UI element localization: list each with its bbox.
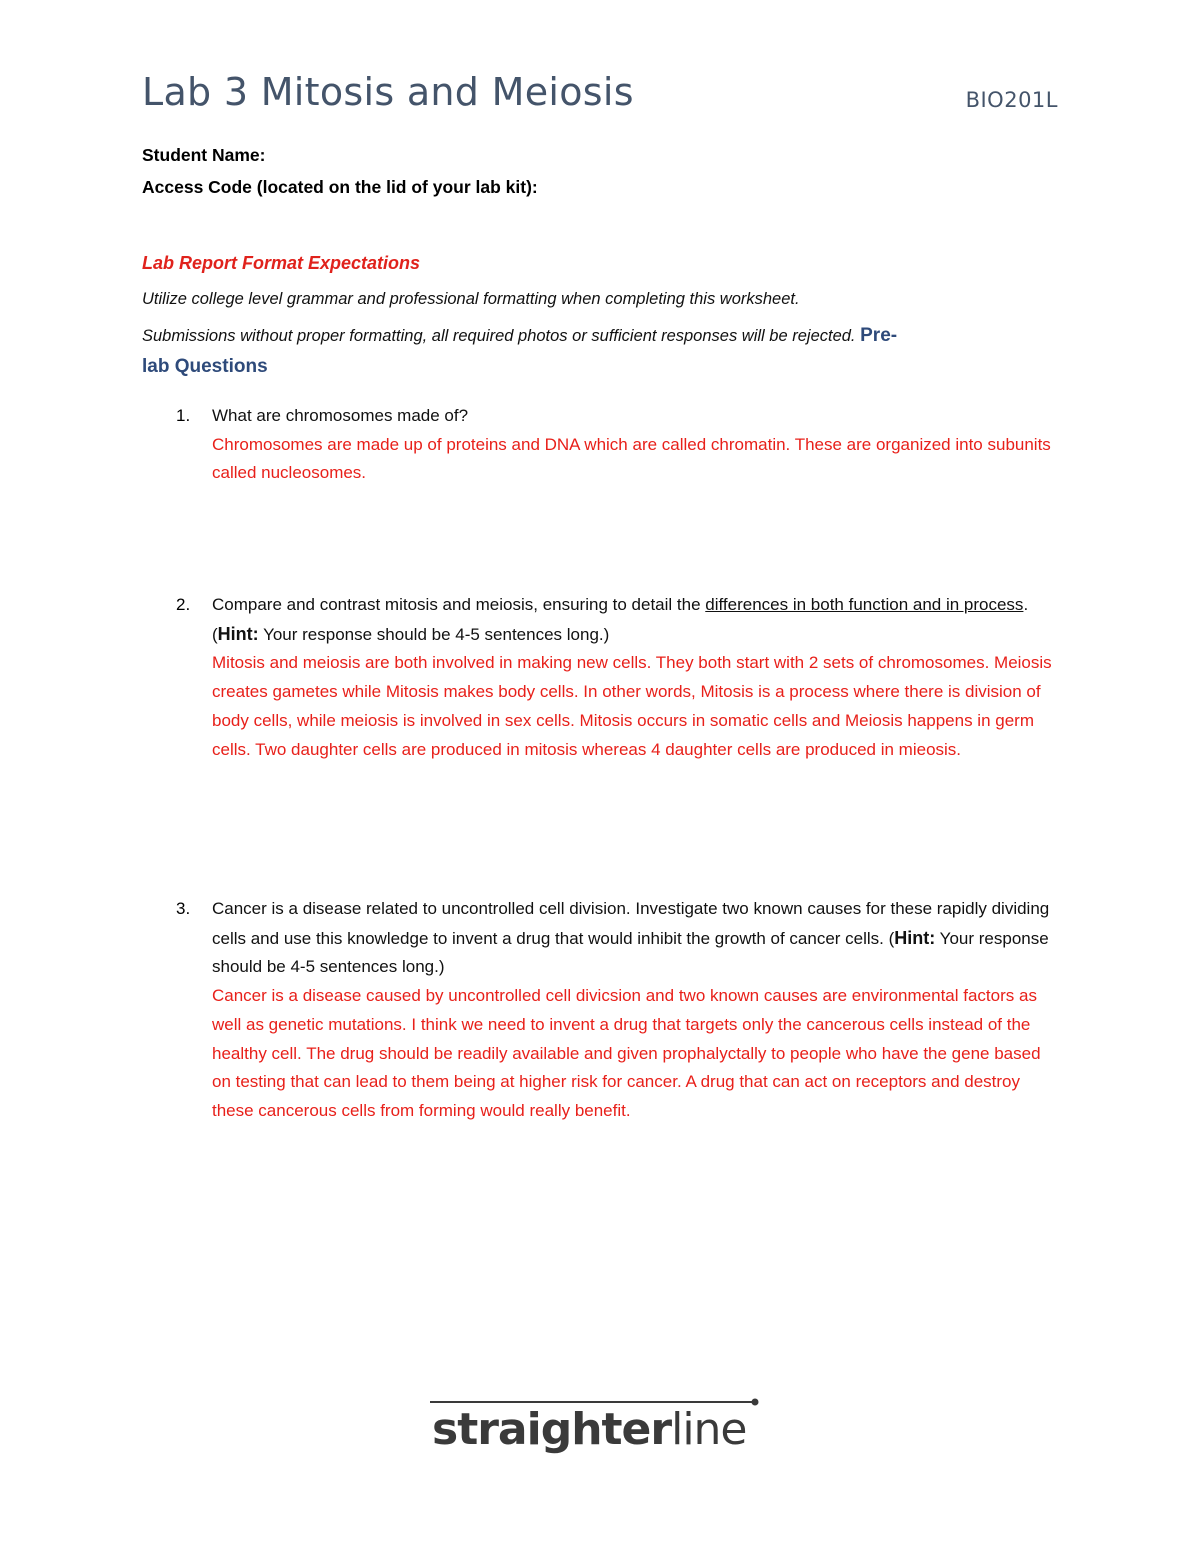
question-text-part: Compare and contrast mitosis and meiosis, ensuring to detail the [212,595,701,614]
question-number: 1. [176,406,191,425]
logo-wordmark [432,1404,747,1455]
prelab-heading-part-1: Pre- [860,325,898,346]
expectations-line-1: Utilize college level grammar and professional formatting when completing this worksheet. [142,290,800,308]
question-number: 3. [176,899,191,918]
access-code-label: Access Code (located on the lid of your lab kit): [142,177,538,197]
question-underlined-text: differences in both function and in process [705,595,1024,614]
answer-text: Mitosis and meiosis are both involved in making new cells. They both start with 2 sets of chromosomes. Meiosis creates gametes while Mitosis makes body cells. In other words, Mitosis is a process where there is division of body cells, while meiosis is involved in sex cells. Mitosis occurs in somatic cells and Meiosis happens in germ cells. Two daughter cells are produced in mitosis whereas 4 daughter cells are produced in mieosis. [212,653,1052,759]
expectations-line-2-text: Submissions without proper formatting, all required photos or sufficient responses will be rejected. [142,327,856,345]
question-text-part: . ( [212,595,1029,644]
question-text [212,895,1062,982]
question-text-part: Cancer is a disease related to uncontrolled cell division. Investigate two known causes for these rapidly dividing cells and use this knowledge to invent a drug that would inhibit the growth of cancer cells. ( [212,899,1050,948]
question-text [212,591,1062,649]
expectations-line-2 [142,325,897,347]
hint-label: Hint: [894,927,936,948]
question-1 [142,402,1062,488]
student-name-label: Student Name: [142,145,266,165]
question-2 [142,591,1062,764]
hint-text: Your response should be 4-5 sentences long.) [212,928,1049,977]
straighterline-logo [430,1398,770,1462]
page-title: Lab 3 Mitosis and Meiosis [142,70,634,114]
expectations-heading: Lab Report Format Expectations [142,253,421,273]
question-number: 2. [176,595,191,614]
question-3 [142,895,1062,1126]
prelab-heading-part-2: lab Questions [142,356,268,377]
logo-wordmark-light: line [671,1404,747,1455]
hint-label: Hint: [217,623,259,644]
answer-text: Chromosomes are made up of proteins and DNA which are called chromatin. These are organized into subunits called nucleosomes. [212,434,1051,483]
hint-text: Your response should be 4-5 sentences long.) [258,624,610,644]
answer-text: Cancer is a disease caused by uncontrolled cell divicsion and two known causes are environmental factors as well as genetic mutations. I think we need to invent a drug that targets only the cancerous cells instead of the healthy cell. The drug should be readily available and given prophalyctally to people who have the gene based on testing that can lead to them being at higher risk for cancer. A drug that can act on receptors and destroy these cancerous cells from forming would really benefit. [212,986,1041,1120]
logo-wordmark-strong: straighter [432,1404,672,1455]
course-code: BIO201L [965,88,1058,112]
question-text: What are chromosomes made of? [212,406,469,425]
